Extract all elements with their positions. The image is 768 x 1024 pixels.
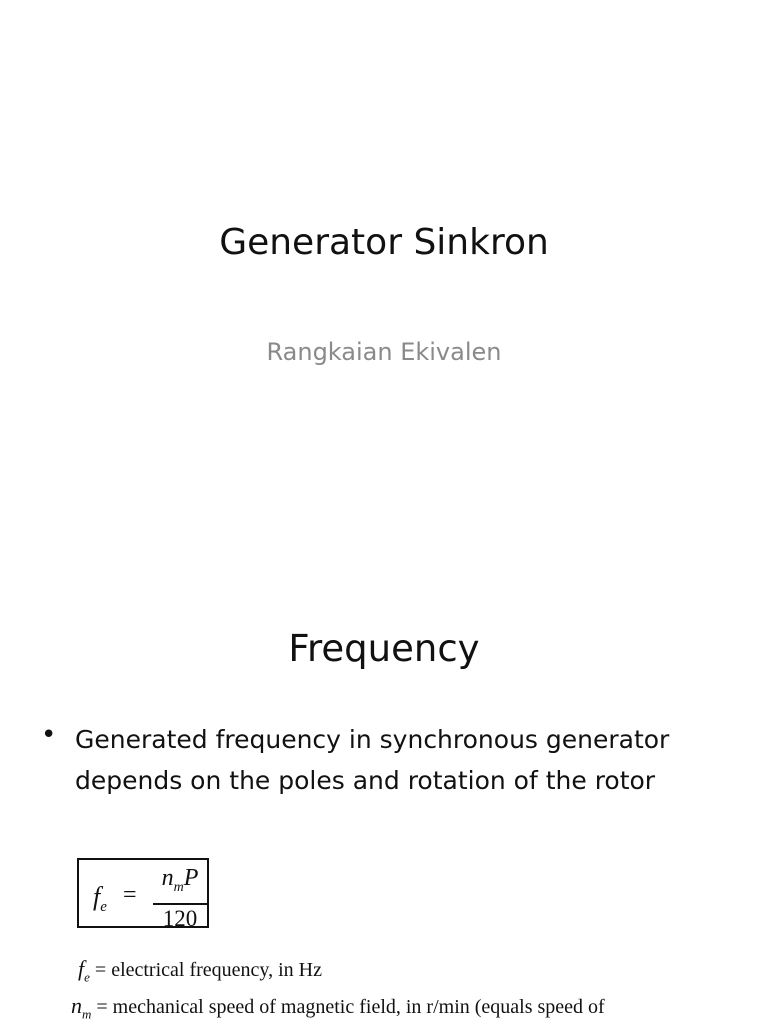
bullet-marker: • [41,720,57,750]
bullet-text: Generated frequency in synchronous generator depends on the poles and rotation of the rotor [75,725,670,795]
definition-sub: m [82,1006,92,1022]
formula-equals: = [123,882,137,908]
definition-text: electrical frequency, in Hz [111,959,322,981]
formula-num-var: n [161,865,174,891]
definition-text: mechanical speed of magnetic field, in r/min (equals speed of [112,996,605,1018]
title-slide-subtitle: Rangkaian Ekivalen [266,338,502,366]
formula-num-sub: m [173,879,184,895]
formula-numerator [153,864,207,902]
definition-var: n [71,993,82,1018]
frequency-slide-heading: Frequency [288,627,480,670]
formula-lhs [93,882,107,916]
formula-fraction [153,864,207,932]
title-slide-heading: Generator Sinkron [219,222,549,263]
definition-var: f [78,956,85,981]
formula-num-var2: P [183,865,199,891]
fraction-bar [153,903,207,905]
definition-equals: = [94,959,107,981]
definition-row-nm [71,993,605,1022]
definition-row-fe [78,956,322,985]
formula-lhs-var: f [93,882,101,911]
definition-symbol [71,993,92,1022]
formula-lhs-sub: e [100,899,107,916]
frequency-formula [77,858,209,931]
definition-equals: = [96,996,108,1018]
formula-denominator: 120 [162,905,198,931]
definition-sub: e [84,969,90,985]
definition-symbol [78,956,90,985]
